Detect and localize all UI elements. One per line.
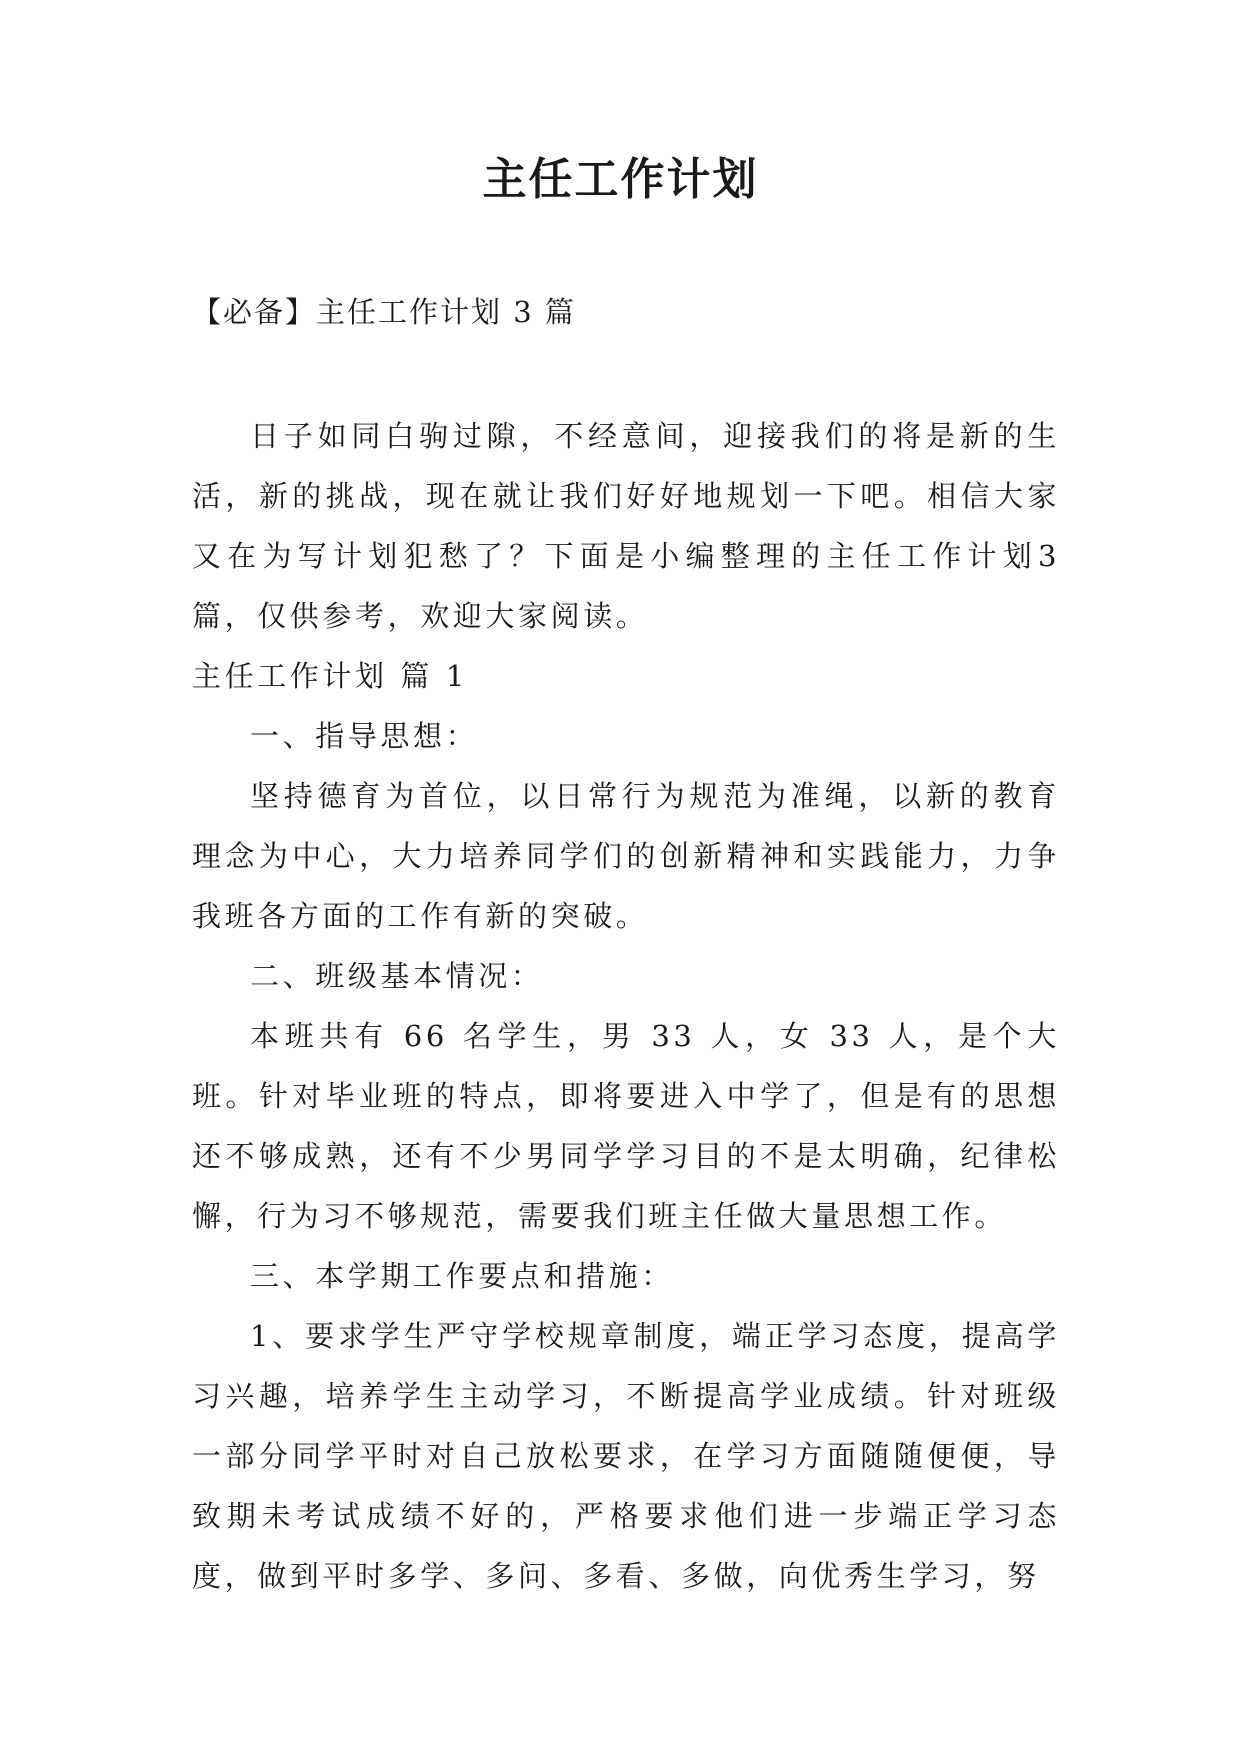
heading-work-points: 三、本学期工作要点和措施： <box>250 1259 674 1293</box>
intro-paragraph: 日子如同白驹过隙，不经意间，迎接我们的将是新的生活，新的挑战，现在就让我们好好地规划一下吧。相信大家又在为写计划犯愁了？下面是小编整理的主任工作计划3篇，仅供参考，欢迎大家阅读。 <box>192 419 1060 633</box>
heading-class-situation: 二、班级基本情况： <box>250 959 544 993</box>
section-heading: 主任工作计划 篇 1 <box>192 659 468 693</box>
document-title: 主任工作计划 <box>482 154 759 205</box>
paragraph-work-point-1: 1、要求学生严守学校规章制度，端正学习态度，提高学习兴趣，培养学生主动学习，不断提高学业成绩。针对班级一部分同学平时对自己放松要求，在学习方面随随便便，导致期未考试成绩不好的，严格要求他们进一步端正学习态度，做到平时多学、多问、多看、多做，向优秀生学习，努 <box>192 1319 1060 1593</box>
document-body <box>192 406 1060 1606</box>
paragraph-class-situation: 本班共有 66 名学生，男 33 人，女 33 人，是个大班。针对毕业班的特点，即将要进入中学了，但是有的思想还不够成熟，还有不少男同学学习目的不是太明确，纪律松懈，行为习不够规范，需要我们班主任做大量思想工作。 <box>192 1019 1060 1233</box>
heading-guiding-ideology: 一、指导思想： <box>250 719 479 753</box>
paragraph-guiding-ideology: 坚持德育为首位，以日常行为规范为准绳，以新的教育理念为中心，大力培养同学们的创新精神和实践能力，力争我班各方面的工作有新的突破。 <box>192 779 1060 933</box>
document-subtitle: 【必备】主任工作计划 3 篇 <box>192 295 576 329</box>
